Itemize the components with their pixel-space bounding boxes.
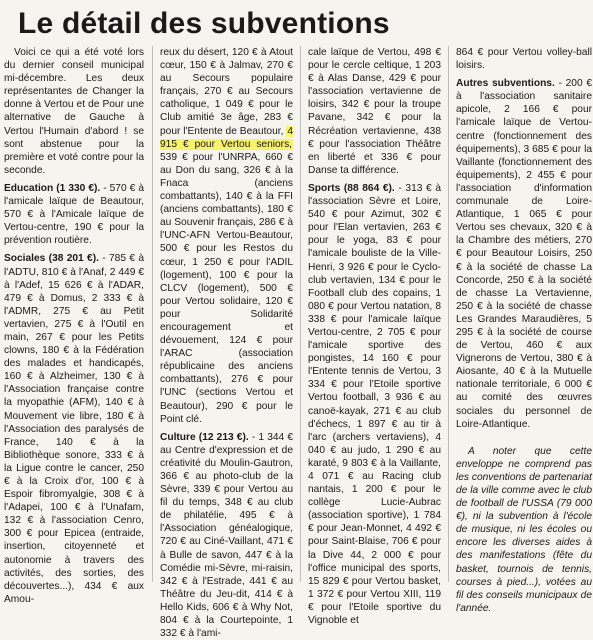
sports-text: - 313 € à l'association Sèvre et Loire, 540 € pour Azimut, 302 € pour l'Elan vertavien, 263 € pour le yoga, 83 € pour l'amicale bouliste de la Ville-Henri, 3 926 € pour le Cyclo-club vertavien, 134 € pour le Football club des copains, 1 080 € pour Vertou natation, 8 338 € pour l'amicale laïque Vertou-centre, 2 705 € pour l'amicale sportive des pongistes, 14 160 € pour l'Entente tennis de Vertou, 3 334 € pour l'Etoile sportive Vertou football, 3 936 € au canoë-kayak, 271 € au club d'échecs, 1 897 € au tir à l'arc (archers vertaviens), 4 040 € au judo, 1 290 € au karaté, 9 803 € à la Vaillante, 4 071 € au Racing club nantais, 1 200 € pour le collège Lucie-Aubrac (association sportive), 1 784 € pour Jean-Monnet, 4 492 € pour Saint-Blaise, 706 € pour la Dive 44, 2 000 € pour l'office municipal des sports, 15 829 € pour Vertou basket, 1 372 € pour Vertou XIII, 119 € pour l'Etoile sportive du Vignoble et — [308, 182, 441, 627]
column-1 — [4, 46, 144, 605]
culture-title: Culture (12 213 €). — [160, 431, 249, 443]
column-4 — [448, 46, 592, 614]
sociales-continued — [160, 46, 293, 426]
autres-title: Autres subventions. — [456, 78, 555, 90]
sociales-continued-text-1: reux du désert, 120 € à Atout cœur, 150 € à Jalmav, 270 € au Secours populaire français, 270 € au Secours catholique, 1 049 € pour le Club amitié 3e âge, 283 € pour l'Entente de Beautour, — [160, 47, 293, 137]
education-title: Education (1 330 €). — [4, 182, 101, 194]
education-section — [4, 182, 144, 247]
sociales-section — [4, 252, 144, 606]
sociales-continued-text-2: 539 € pour l'UNRPA, 660 € au Don du sang, 326 € à la Fnaca (anciens combattants), 140 € à la FFI (anciens combattants), 180 € au Souvenir français, 286 € à l'UNC-AFN Vertou-Beautour, 500 € pour les Restos du cœur, 1 250 € pour l'ADIL (logement), 100 € pour la CLCV (logement), 500 € pour Vertou solidaire, 120 € pour Solidarité encouragement et dévouement, 124 € pour l'ARAC (association républicaine des anciens combattants), 276 € pour l'UNC (sections Vertou et Beautour), 290 € pour le Point clé. — [160, 151, 293, 425]
column-2 — [152, 46, 294, 640]
autres-text: - 200 € à l'association sanitaire apicole, 2 166 € pour l'amicale laïque de Vertou-centre (fonctionnement des équipements), 3 685 € pour la Vaillante (fonctionnement des équipements), 2 455 € pour l'association d'information communale de Loire-Atlantique, 1 065 € pour Vertou ses chevaux, 320 € à la Chambre des métiers, 270 € pour Beautour Loisirs, 250 € à la société de chasse La Concorde, 250 € à la société de chasse La Vertavienne, 250 € à la société de chasse Les Grandes Maraudières, 5 295 € à la société de course de Vertou, 460 € aux Vignerons de Vertou, 380 € à Aiosante, 40 € à la Mutuelle nationale territoriale, 6 000 € au comité des œuvres sociales du personnel de Loire-Atlantique. — [456, 78, 592, 430]
sports-continued: 864 € pour Vertou volley-ball loisirs. — [456, 47, 592, 72]
note-paragraph: A noter que cette enveloppe ne comprend pas les conventions de partenariat de la ville comme avec le club de football de l'USSA (79 000 €), ni la subvention à l'école de musique, ni les écoles ou encore les diverses aides à des manifestations (fête du basket, tournois de tennis, courses à pied...), votées au fil des conseils municipaux de l'année. — [456, 445, 592, 614]
sports-title: Sports (88 864 €). — [308, 182, 395, 194]
intro-paragraph: Voici ce qui a été voté lors du dernier conseil municipal mi-décembre. Les deux représentantes de Changer la donne à Vertou et de Pour une alternative de Gauche à Vertou l'Humain d'abord ! se sont abstenue pour la première et voté contre pour la seconde. — [4, 47, 144, 176]
sports-section — [308, 182, 441, 627]
highlighted-text: 4 915 € pour Vertou seniors, — [160, 125, 293, 150]
column-3 — [300, 46, 441, 627]
autres-section — [456, 77, 592, 431]
culture-text: - 1 344 € au Centre d'expression et de créativité du Moulin-Gautron, 366 € au photo-club de la Sèvre, 339 € pour Vertou au fil du temps, 348 € au club de philatélie, 495 € à l'Association généalogique, 720 € au Ciné-Vaillant, 471 € à Bulle de savon, 447 € à la Comédie mi-Sèvre, mi-raisin, 342 € à l'Estrade, 441 € au Théâtre du Jeu-dit, 414 € à Hello Kids, 606 € à Why Not, 804 € à la Courtepointe, 1 332 € à l'ami- — [160, 431, 294, 640]
culture-section — [160, 431, 293, 640]
sociales-text: - 785 € à l'ADTU, 810 € à l'Anaf, 2 449 € à l'Adef, 15 626 € à l'ADAR, 479 € à Domus, 2 333 € à l'ADMR, 275 € au Petit vertavien, 275 € à l'Outil en main, 267 € pour les Petits clowns, 180 € à la Fédération des malades et handicapés, 160 € à Alzheimer, 130 € à l'Association française contre la myopathie (AFM), 140 € à Mouvement vie libre, 180 € à l'Association des paralysés de France, 140 € à la Bibliothèque sonore, 333 € à la Ligue contre le cancer, 250 € à la Croix d'or, 100 € à Espoir fibromyalgie, 308 € à l'Adapei, 100 € à l'Unafam, 132 € à l'association Cenro, 300 € pour Epicea (entraide, insertion, citoyenneté et autonomie à travers des activités, des sorties, des découvertes...), 434 € aux Amou- — [4, 253, 144, 605]
education-text: - 570 € à l'amicale laïque de Beautour, 570 € à l'Amicale laïque de Vertou-centre, 190 € pour la prévention routière. — [4, 182, 144, 247]
sociales-title: Sociales (38 201 €). — [4, 253, 99, 265]
culture-continued: cale laïque de Vertou, 498 € pour le cercle celtique, 1 203 € à Alas Danse, 429 € pour l'association vertavienne de loisirs, 342 € pour la troupe Pavane, 342 € pour la Récréation vertavienne, 438 € pour l'association Théâtre en liberté et 336 € pour Danse ta différence. — [308, 47, 441, 176]
article-columns — [4, 46, 592, 640]
headline: Le détail des subventions — [18, 7, 390, 40]
